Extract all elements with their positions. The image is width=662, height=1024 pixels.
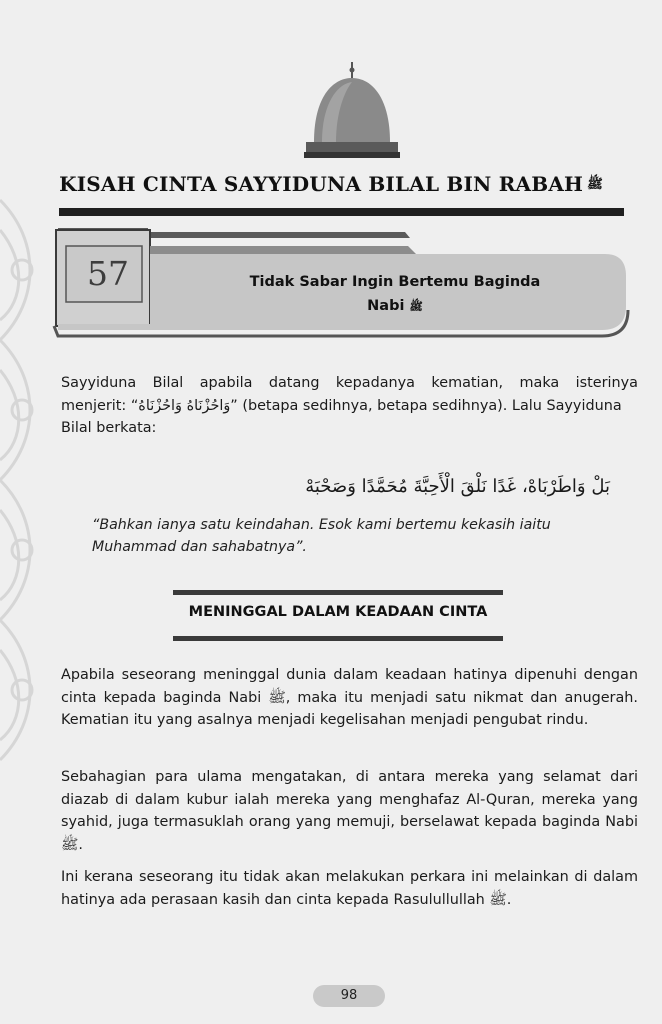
intro-line-2: menjerit: “وَاحُزْنَاهُ وَاحُزْنَاهُ” (betapa sedihnya, betapa sedihnya). Lalu Sayyiduna: [61, 397, 622, 414]
story-title-line2: [185, 294, 605, 319]
honorific-mark: ﷺ: [587, 177, 603, 192]
title-divider: [59, 208, 624, 216]
paragraph-1: Apabila seseorang meninggal dunia dalam keadaan hatinya dipenuhi dengan cinta kepada baginda Nabi ﷺ, maka itu menjadi satu nikmat dan anugerah. Kematian itu yang asalnya menjadi kegelisahan menjadi pengubat rindu.: [61, 667, 638, 728]
intro-paragraph: [61, 372, 638, 440]
dome-icon: [300, 58, 404, 162]
section-rule-bottom: [173, 636, 503, 641]
section-rule-top: [173, 590, 503, 595]
quote-translation: “Bahkan ianya satu keindahan. Esok kami bertemu kekasih iaitu Muhammad dan sahabatnya”.: [92, 517, 551, 555]
paragraph-3: Ini kerana seseorang itu tidak akan melakukan perkara ini melainkan di dalam hatinya ada perasaan kasih dan cinta kepada Rasulullullah ﷺ.: [61, 869, 638, 908]
page-number: 98: [313, 985, 385, 1007]
intro-line-1: Sayyiduna Bilal apabila datang kepadanya kematian, maka isterinya: [61, 375, 638, 391]
story-title-line1: Tidak Sabar Ingin Bertemu Baginda: [249, 274, 541, 290]
chapter-title-text: KISAH CINTA SAYYIDUNA BILAL BIN RABAH: [59, 172, 584, 196]
paragraph-2: Sebahagian para ulama mengatakan, di antara mereka yang selamat dari diazab di dalam kubur ialah mereka yang menghafaz Al-Quran, mereka yang syahid, juga termasuklah orang yang memuji, berselawat kepada baginda Nabi ﷺ.: [61, 769, 638, 853]
chapter-title: [0, 172, 662, 196]
section-title: MENINGGAL DALAM KEADAAN CINTA: [188, 604, 488, 620]
story-title-nabi: Nabi: [367, 298, 405, 314]
story-number: 57: [87, 254, 129, 293]
arabic-quote: بَلْ وَاطَرْبَاهْ، غَدًا نَلْقَ الْأَحِبَّةَ مُحَمَّدًا وَصَحْبَهْ: [305, 476, 610, 497]
story-title: [185, 270, 605, 319]
intro-line-3: Bilal berkata:: [61, 420, 157, 436]
honorific-mark: ﷺ: [409, 300, 423, 313]
